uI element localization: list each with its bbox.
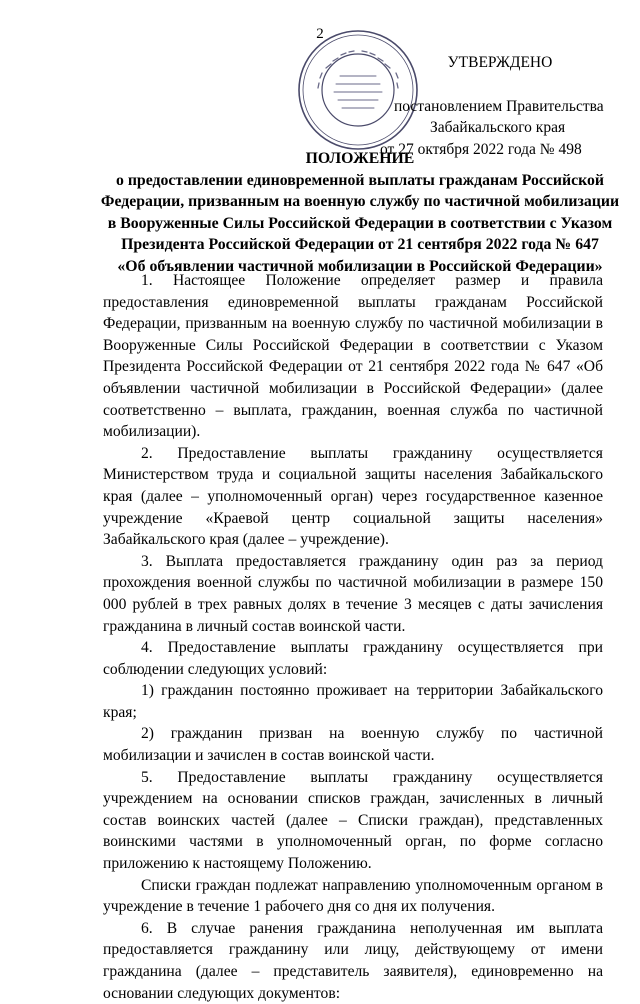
title-line: в Вооруженные Силы Российской Федерации в соответствии с Указом [107, 214, 613, 232]
paragraph-5: 5. Предоставление выплаты гражданину осуществляется учреждением на основании списков граждан, зачисленных в личный состав воинских частей (далее – Списки граждан), представленных воинскими частями в уполномоченный орган, по форме согласно приложению к настоящему Положению. [103, 768, 603, 873]
approval-line: постановлением Правительства [394, 97, 604, 115]
approval-line: от 27 октября 2022 года № 498 [380, 140, 582, 158]
paragraph-5-note: Списки граждан подлежат направлению уполномоченным органом в учреждение в течение 1 рабочего дня со дня их получения. [103, 876, 603, 916]
title-line: «Об объявлении частичной мобилизации в Российской Федерации» [117, 257, 603, 275]
paragraph-3: 3. Выплата предоставляется гражданину один раз за период прохождения военной службы по частичной мобилизации в размере 150 000 рублей в трех равных долях в течение 3 месяцев с даты зачисления гражданина в личный состав воинской части. [103, 552, 603, 635]
title-line: Федерации, призванным на военную службу по частичной мобилизации [100, 193, 620, 210]
title-line: о предоставлении единовременной выплаты гражданам Российской [115, 171, 605, 189]
approval-heading: УТВЕРЖДЕНО [447, 54, 553, 71]
paragraph-1: 1. Настоящее Положение определяет размер и правила предоставления единовременной выплаты гражданам Российской Федерации, призванным на военную службу по частичной мобилизации в Вооруженные Силы Российской Федерации в соответствии с Указом Президента Российской Федерации от 21 сентября 2022 года № 647 «Об объявлении частичной мобилизации в Российской Федерации» (далее соответственно – выплата, гражданин, военная служба по частичной мобилизации). [103, 272, 603, 441]
condition-1: 1) гражданин постоянно проживает на территории Забайкальского края; [103, 682, 603, 721]
approval-block [380, 52, 620, 160]
document-body [103, 270, 603, 1004]
document-title [100, 148, 620, 277]
title-heading: ПОЛОЖЕНИЕ [305, 150, 415, 167]
paragraph-6: 6. В случае ранения гражданина неполученная им выплата предоставляется гражданину или лицу, действующему от имени гражданина (далее – представитель заявителя), единовременно на основании следующих документов: [103, 919, 603, 1002]
paragraph-2: 2. Предоставление выплаты гражданину осуществляется Министерством труда и социальной защиты населения Забайкальского края (далее – уполномоченный орган) через государственное казенное учреждение «Краевой центр социальной защиты населения» Забайкальского края (далее – учреждение). [103, 444, 603, 549]
title-line: Президента Российской Федерации от 21 сентября 2022 года № 647 [121, 236, 599, 253]
approval-line: Забайкальского края [430, 119, 566, 136]
paragraph-4: 4. Предоставление выплаты гражданину осуществляется при соблюдении следующих условий: [103, 639, 603, 678]
condition-2: 2) гражданин призван на военную службу по частичной мобилизации и зачислен в состав воинской части. [103, 725, 603, 765]
page-number: 2 [316, 26, 324, 42]
